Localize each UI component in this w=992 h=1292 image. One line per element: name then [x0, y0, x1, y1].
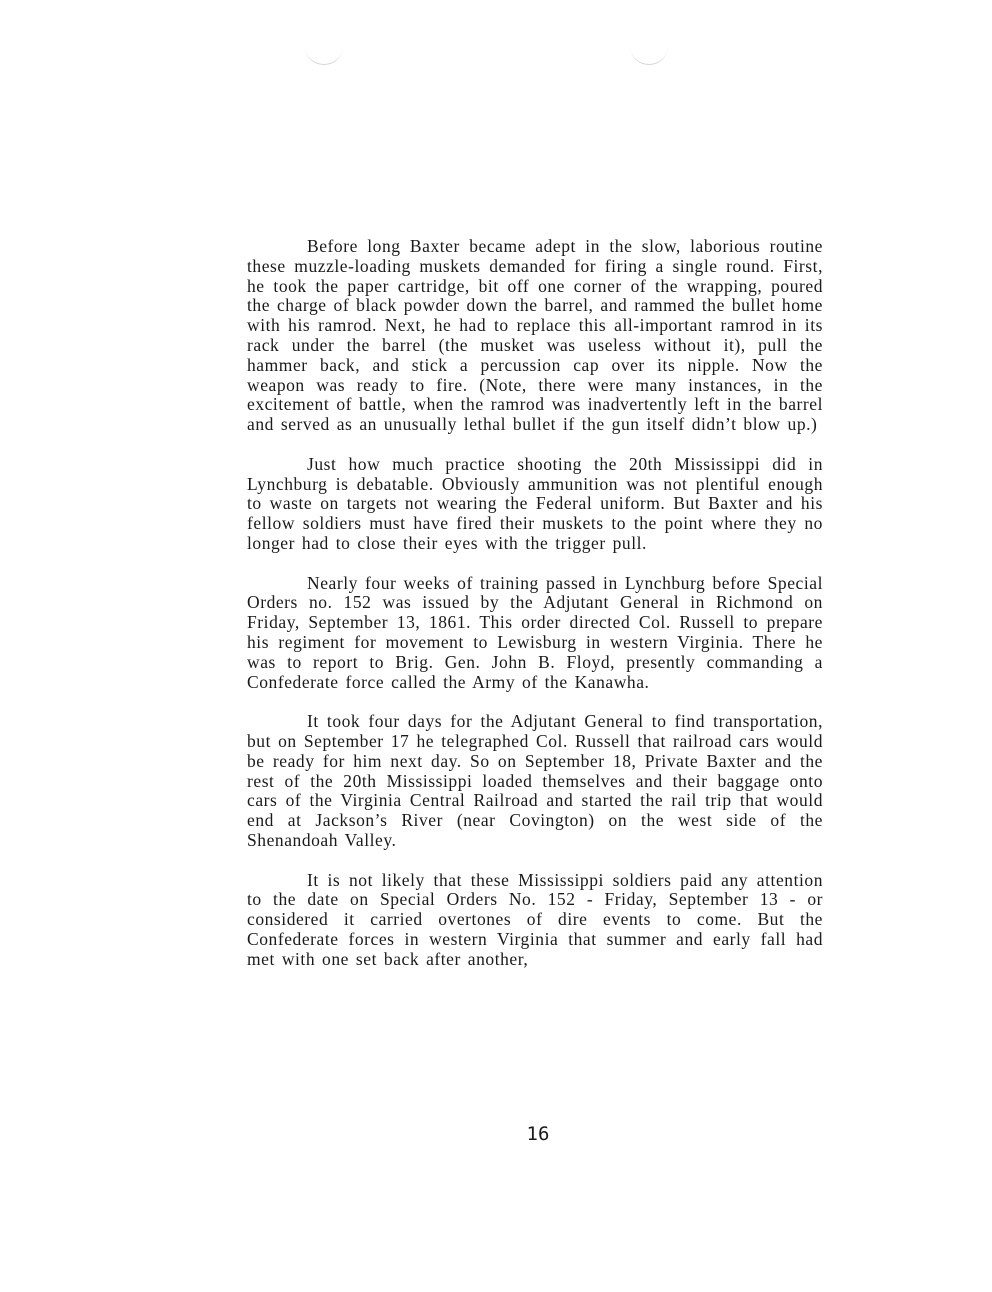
paragraph-4: It took four days for the Adjutant General to find transportation, but on September 17 he telegraphed Col. Russell that railroad cars would be ready for him next day. So on September 18, Private Baxter and the rest of the 20th Mississippi loaded themselves and their baggage onto cars of the Virginia Central Railroad and started the rail trip that would end at Jackson’s River (near Covington) on the west side of the Shenandoah Valley.	[247, 711, 823, 850]
paragraph-3: Nearly four weeks of training passed in Lynchburg before Special Orders no. 152 was issued by the Adjutant General in Richmond on Friday, September 13, 1861. This order directed Col. Russell to prepare his regiment for movement to Lewisburg in western Virginia. There he was to report to Brig. Gen. John B. Floyd, presently commanding a Confederate force called the Army of the Kanawha.	[247, 572, 823, 692]
paragraph-5: It is not likely that these Mississippi soldiers paid any attention to the date on Special Orders No. 152 - Friday, September 13 - or considered it carried overtones of dire events to come. But the Confederate forces in western Virginia that summer and early fall had met with one set back after another,	[247, 869, 823, 969]
punch-hole-mark-left	[305, 28, 343, 65]
paragraph-1: Before long Baxter became adept in the slow, laborious routine these muzzle-loading muskets demanded for firing a single round. First, he took the paper cartridge, bit off one corner of the wrapping, poured the charge of black powder down the barrel, and rammed the bullet home with his ramrod. Next, he had to replace this all-important ramrod in its rack under the barrel (the musket was useless without it), pull the hammer back, and stick a percussion cap over its nipple. Now the weapon was ready to fire. (Note, there were many instances, in the excitement of battle, when the ramrod was inadvertently left in the barrel and served as an unusually lethal bullet if the gun itself didn’t blow up.)	[247, 236, 823, 435]
punch-hole-mark-right	[630, 28, 668, 65]
page-number: 16	[526, 1123, 550, 1145]
body-text	[247, 237, 823, 969]
paragraph-2: Just how much practice shooting the 20th Mississippi did in Lynchburg is debatable. Obviously ammunition was not plentiful enough to waste on targets not wearing the Federal uniform. But Baxter and his fellow soldiers must have fired their muskets to the point where they no longer had to close their eyes with the trigger pull.	[247, 453, 823, 553]
